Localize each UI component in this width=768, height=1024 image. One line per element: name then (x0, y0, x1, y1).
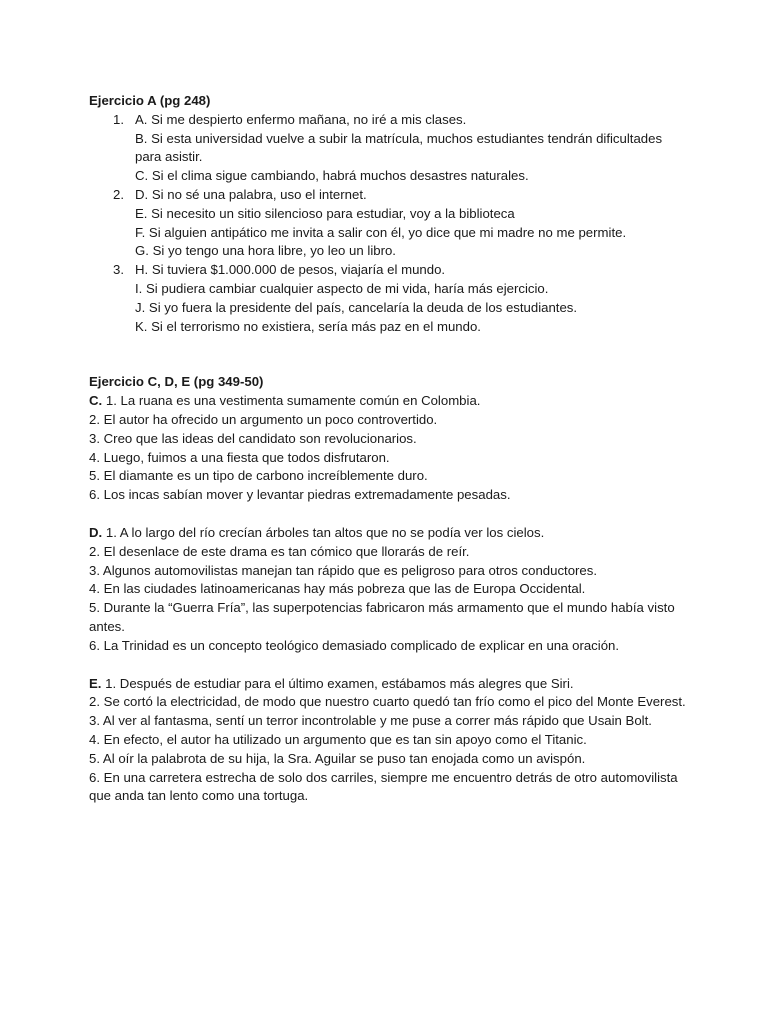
sentence-text: 1. A lo largo del río crecían árboles tan altos que no se podía ver los cielos. (105, 524, 545, 540)
sentence: B. Si esta universidad vuelve a subir la matrícula, muchos estudiantes tendrán dificultades para asistir. (135, 130, 663, 165)
sentence (89, 524, 689, 543)
sentence: I. Si pudiera cambiar cualquier aspecto de mi vida, haría más ejercicio. (135, 280, 549, 296)
exercise-letter: C. (89, 393, 103, 409)
item-number: 2. (113, 186, 124, 202)
document-page (89, 92, 689, 806)
sentence: 3. Creo que las ideas del candidato son revolucionarios. (89, 430, 417, 446)
sentence: C. Si el clima sigue cambiando, habrá muchos desastres naturales. (135, 168, 529, 184)
sentence: 3. Al ver al fantasma, sentí un terror incontrolable y me puse a correr más rápido que Usain Bolt. (89, 713, 652, 729)
sentence: G. Si yo tengo una hora libre, yo leo un libro. (135, 243, 396, 259)
sentence: 4. En las ciudades latinoamericanas hay más pobreza que las de Europa Occidental. (89, 581, 586, 597)
exercise-letter: E. (89, 675, 102, 691)
exercise-c-block (89, 392, 689, 505)
sentence: 4. Luego, fuimos a una fiesta que todos disfrutaron. (89, 449, 390, 465)
list-item (89, 111, 689, 186)
sentence: 3. Algunos automovilistas manejan tan rápido que es peligroso para otros conductores. (89, 562, 598, 578)
exercise-a-title: Ejercicio A (pg 248) (89, 93, 211, 108)
sentence (89, 675, 689, 694)
sentence: 5. Durante la “Guerra Fría”, las superpotencias fabricaron más armamento que el mundo había visto antes. (89, 600, 675, 634)
sentence: 6. Los incas sabían mover y levantar piedras extremadamente pesadas. (89, 487, 511, 503)
item-number: 3. (113, 262, 124, 278)
sentence: 2. Se cortó la electricidad, de modo que nuestro cuarto quedó tan frío como el pico del Monte Everest. (89, 694, 686, 710)
exercise-e-block (89, 675, 689, 807)
sentence: 5. Al oír la palabrota de su hija, la Sra. Aguilar se puso tan enojada como un avispón. (89, 750, 586, 766)
sentence (89, 392, 689, 411)
exercise-d-block (89, 524, 689, 656)
sentence: H. Si tuviera $1.000.000 de pesos, viajaría el mundo. (135, 262, 446, 278)
list-item (89, 261, 689, 336)
list-item (89, 186, 689, 261)
sentence: D. Si no sé una palabra, uso el internet. (135, 186, 367, 202)
sentence-text: 1. Después de estudiar para el último examen, estábamos más alegres que Siri. (105, 675, 574, 691)
sentence: J. Si yo fuera la presidente del país, cancelaría la deuda de los estudiantes. (135, 299, 578, 315)
sentence: K. Si el terrorismo no existiera, sería más paz en el mundo. (135, 318, 481, 334)
sentence: A. Si me despierto enfermo mañana, no iré a mis clases. (135, 111, 467, 127)
sentence: F. Si alguien antipático me invita a salir con él, yo dice que mi madre no me permite. (135, 224, 627, 240)
sentence: 6. En una carretera estrecha de solo dos carriles, siempre me encuentro detrás de otro automovilista que anda tan lento como una tortuga. (89, 769, 678, 804)
sentence: 4. En efecto, el autor ha utilizado un argumento que es tan sin apoyo como el Titanic. (89, 731, 587, 747)
exercise-a-list (89, 111, 689, 337)
exercise-cde-title: Ejercicio C, D, E (pg 349-50) (89, 374, 264, 390)
sentence-text: 1. La ruana es una vestimenta sumamente común en Colombia. (105, 393, 481, 409)
sentence: 2. El autor ha ofrecido un argumento un poco controvertido. (89, 411, 438, 427)
item-number: 1. (113, 111, 124, 127)
sentence: 6. La Trinidad es un concepto teológico demasiado complicado de explicar en una oración. (89, 637, 620, 653)
sentence: 5. El diamante es un tipo de carbono increíblemente duro. (89, 468, 428, 484)
sentence: E. Si necesito un sitio silencioso para estudiar, voy a la biblioteca (135, 205, 515, 221)
sentence: 2. El desenlace de este drama es tan cómico que llorarás de reír. (89, 543, 470, 559)
exercise-letter: D. (89, 524, 103, 540)
